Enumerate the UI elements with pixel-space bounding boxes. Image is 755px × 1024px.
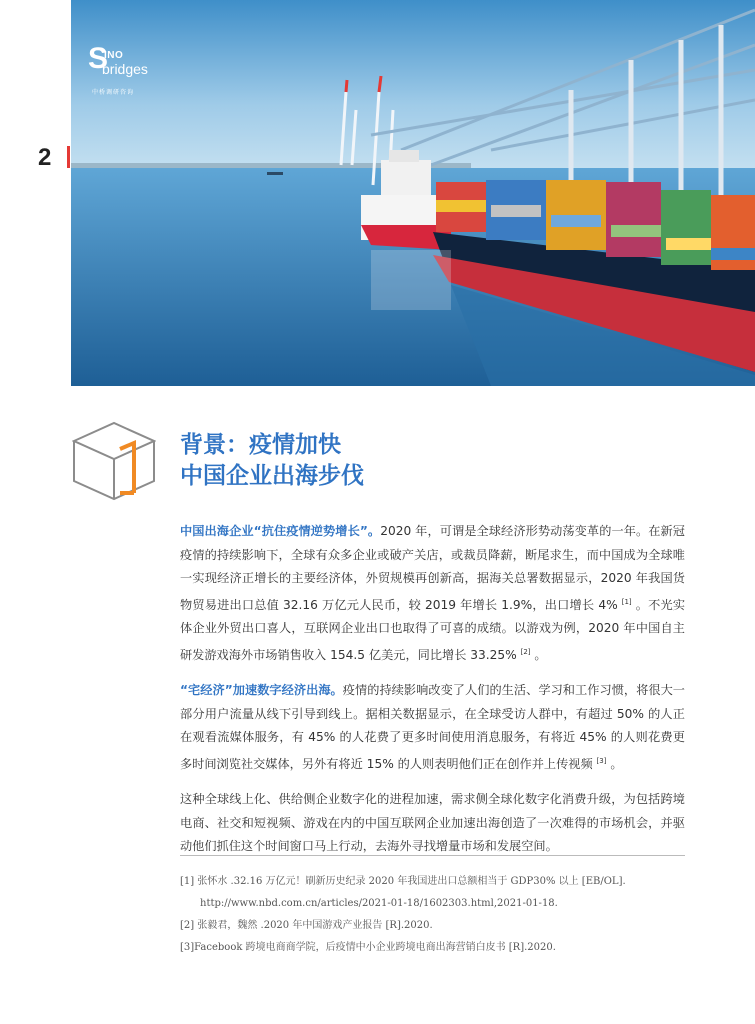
page-number-bar — [67, 146, 70, 168]
heading-line-1: 背景：疫情加快 — [180, 432, 341, 458]
section-heading — [180, 430, 364, 492]
paragraph-2-text-a: 疫情的持续影响改变了人们的生活、学习和工作习惯，将很大一部分用户流量从线下引导到线上。据相关数据显示，在全球受访人群中，有超过 50% 的人正在观看流媒体服务，有 45% 的人花费了更多时间使用消息服务，有将近 45% 的人则花费更多时间浏览社交媒体，另外有将近 15% 的人则表明他们正在创作并上传视频 — [180, 683, 685, 771]
paragraph-1 — [180, 520, 685, 667]
footnote-ref-1: [1] — [621, 597, 632, 606]
paragraph-1-lead: 中国出海企业“抗住疫情逆势增长”。 — [180, 524, 381, 538]
port-illustration — [71, 0, 755, 386]
reference-2: [2] 张毅君，魏然 .2020 年中国游戏产业报告 [R].2020. — [180, 920, 433, 931]
cube-number-icon — [72, 421, 156, 501]
body-text — [180, 520, 685, 871]
paragraph-1-text-c: 。 — [530, 647, 547, 662]
paragraph-3: 这种全球线上化、供给侧企业数字化的进程加速，需求侧全球化数字化消费升级，为包括跨境电商、社交和短视频、游戏在内的中国互联网企业加速出海创造了一次难得的市场机会，并驱动他们抓住这个时间窗口马上行动，去海外寻找增量市场和发展空间。 — [180, 792, 685, 853]
logo-s: S — [88, 42, 109, 75]
reference-3: [3]Facebook 跨境电商商学院，后疫情中小企业跨境电商出海营销白皮书 [R].2020. — [180, 942, 556, 953]
logo-ino: INO — [104, 50, 124, 61]
paragraph-2-lead: “宅经济”加速数字经济出海。 — [180, 683, 343, 697]
hero-photo-container-ship — [71, 0, 755, 386]
heading-line-2: 中国企业出海步伐 — [180, 463, 364, 489]
reference-1: [1] 张怀水 .32.16 万亿元！刷新历史纪录 2020 年我国进出口总额相当于 GDP30% 以上 [EB/OL]. — [180, 876, 626, 887]
reference-1-url[interactable]: http://www.nbd.com.cn/articles/2021-01-18/1602303.html,2021-01-18. — [200, 898, 558, 909]
paragraph-2 — [180, 679, 685, 776]
paragraph-1-text-b: 。不光实体企业外贸出口喜人，互联网企业出口也取得了可喜的成绩。以游戏为例，2020 年中国自主研发游戏海外市场销售收入 154.5 亿美元，同比增长 33.25% — [180, 597, 686, 662]
footnote-ref-2: [2] — [520, 647, 531, 656]
paragraph-2-text-b: 。 — [606, 756, 623, 771]
paragraph-1-text-a: 2020 年，可谓是全球经济形势动荡变革的一年。在新冠疫情的持续影响下，全球有众多企业或破产关店，或裁员降薪，断尾求生，而中国成为全球唯一实现经济正增长的主要经济体，外贸规模再创新高，据海关总署数据显示，2020 年我国货物贸易进出口总值 32.16 万亿元人民币，较 2019 年增长 1.9%，出口增长 4% — [180, 524, 685, 612]
footnote-ref-3: [3] — [596, 756, 607, 765]
references-divider — [180, 855, 685, 856]
page-number: 2 — [38, 144, 52, 171]
references — [180, 871, 685, 959]
logo-subtitle: 中桥调研咨询 — [92, 89, 135, 96]
logo-bridges: bridges — [102, 61, 148, 77]
